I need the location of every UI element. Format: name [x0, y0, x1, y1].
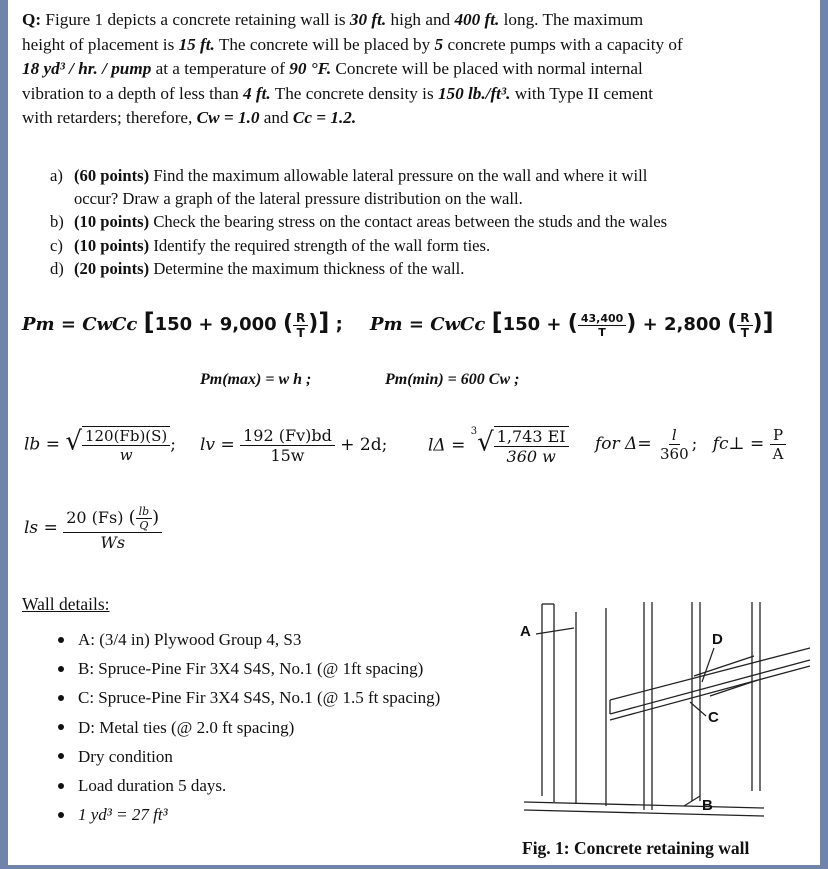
retaining-wall-figure: [514, 596, 814, 836]
question-line-1: Q: Figure 1 depicts a concrete retaining wall is 30 ft. high and 400 ft. long. The maximum: [22, 10, 644, 29]
question-line-3: 18 yd³ / hr. / pump at a temperature of 90 °F. Concrete will be placed with normal internal: [22, 59, 643, 78]
bottom-window-edge: [0, 865, 828, 869]
part-a-continued: occur? Draw a graph of the lateral pressure distribution on the wall.: [74, 189, 523, 209]
formula-lb: lb = √ $\frac{120(Fb)(S)}{w}$ ;: [24, 426, 177, 464]
list-item: 1 yd³ = 27 ft³: [58, 800, 538, 829]
part-d: d) (20 points) Determine the maximum thickness of the wall.: [50, 258, 465, 278]
formula-pm-max: Pm(max) = w h ;: [200, 371, 312, 388]
figure-label-b: B: [702, 797, 713, 814]
formula-pm-2: Pm = CwCc [150 + ( $\frac{43,400}{T}$ ) + 2,800 ( $\frac{R}{T}$ )]: [370, 308, 774, 340]
question-line-4: vibration to a depth of less than 4 ft. The concrete density is 150 lb./ft³. with Type II cement: [22, 83, 654, 103]
question-line-5: with retarders; therefore, Cw = 1.0 and Cc = 1.2.: [22, 108, 357, 127]
wall-details-list: [58, 625, 538, 829]
part-a: a) (60 points) Find the maximum allowable lateral pressure on the wall and where it will: [50, 166, 648, 185]
question-paragraph: [22, 8, 828, 131]
sub-questions: [50, 164, 828, 280]
formula-for-delta: for Δ= $\frac{l}{360}$ ; fc⊥ = $\frac{P}{A}$: [595, 426, 786, 463]
figure-caption: Fig. 1: Concrete retaining wall: [522, 838, 750, 858]
formula-l-delta: lΔ = $^3$√ $\frac{1,743 EI}{360 w}$: [428, 426, 569, 466]
figure-label-d: D: [712, 631, 723, 648]
question-line-2: height of placement is 15 ft. The concrete will be placed by 5 concrete pumps with a capacity of: [22, 34, 683, 54]
list-item: Load duration 5 days.: [58, 771, 538, 800]
wall-details-title: Wall details:: [22, 594, 110, 614]
formula-pm-1: Pm = CwCc [150 + 9,000 ( $\frac{R}{T}$ )] ;: [22, 308, 343, 340]
list-item: C: Spruce-Pine Fir 3X4 S4S, No.1 (@ 1.5 ft spacing): [58, 683, 538, 712]
list-item: B: Spruce-Pine Fir 3X4 S4S, No.1 (@ 1ft spacing): [58, 654, 538, 683]
left-window-edge: [0, 0, 8, 869]
figure-label-a: A: [520, 623, 531, 640]
list-item: A: (3/4 in) Plywood Group 4, S3: [58, 625, 538, 654]
list-item: Dry condition: [58, 742, 538, 771]
part-c: c) (10 points) Identify the required strength of the wall form ties.: [50, 235, 491, 255]
formula-pm-min: Pm(min) = 600 Cw ;: [385, 371, 520, 388]
part-b: b) (10 points) Check the bearing stress on the contact areas between the studs and the wales: [50, 212, 668, 232]
figure-label-c: C: [708, 709, 719, 726]
formula-lv: lv = $\frac{192 (Fv)bd}{15w}$ + 2d;: [200, 426, 388, 465]
list-item: D: Metal ties (@ 2.0 ft spacing): [58, 713, 538, 742]
formula-ls: ls = 20 (Fs) ( $\frac{lb}{Q}$ ) Ws: [24, 505, 162, 552]
